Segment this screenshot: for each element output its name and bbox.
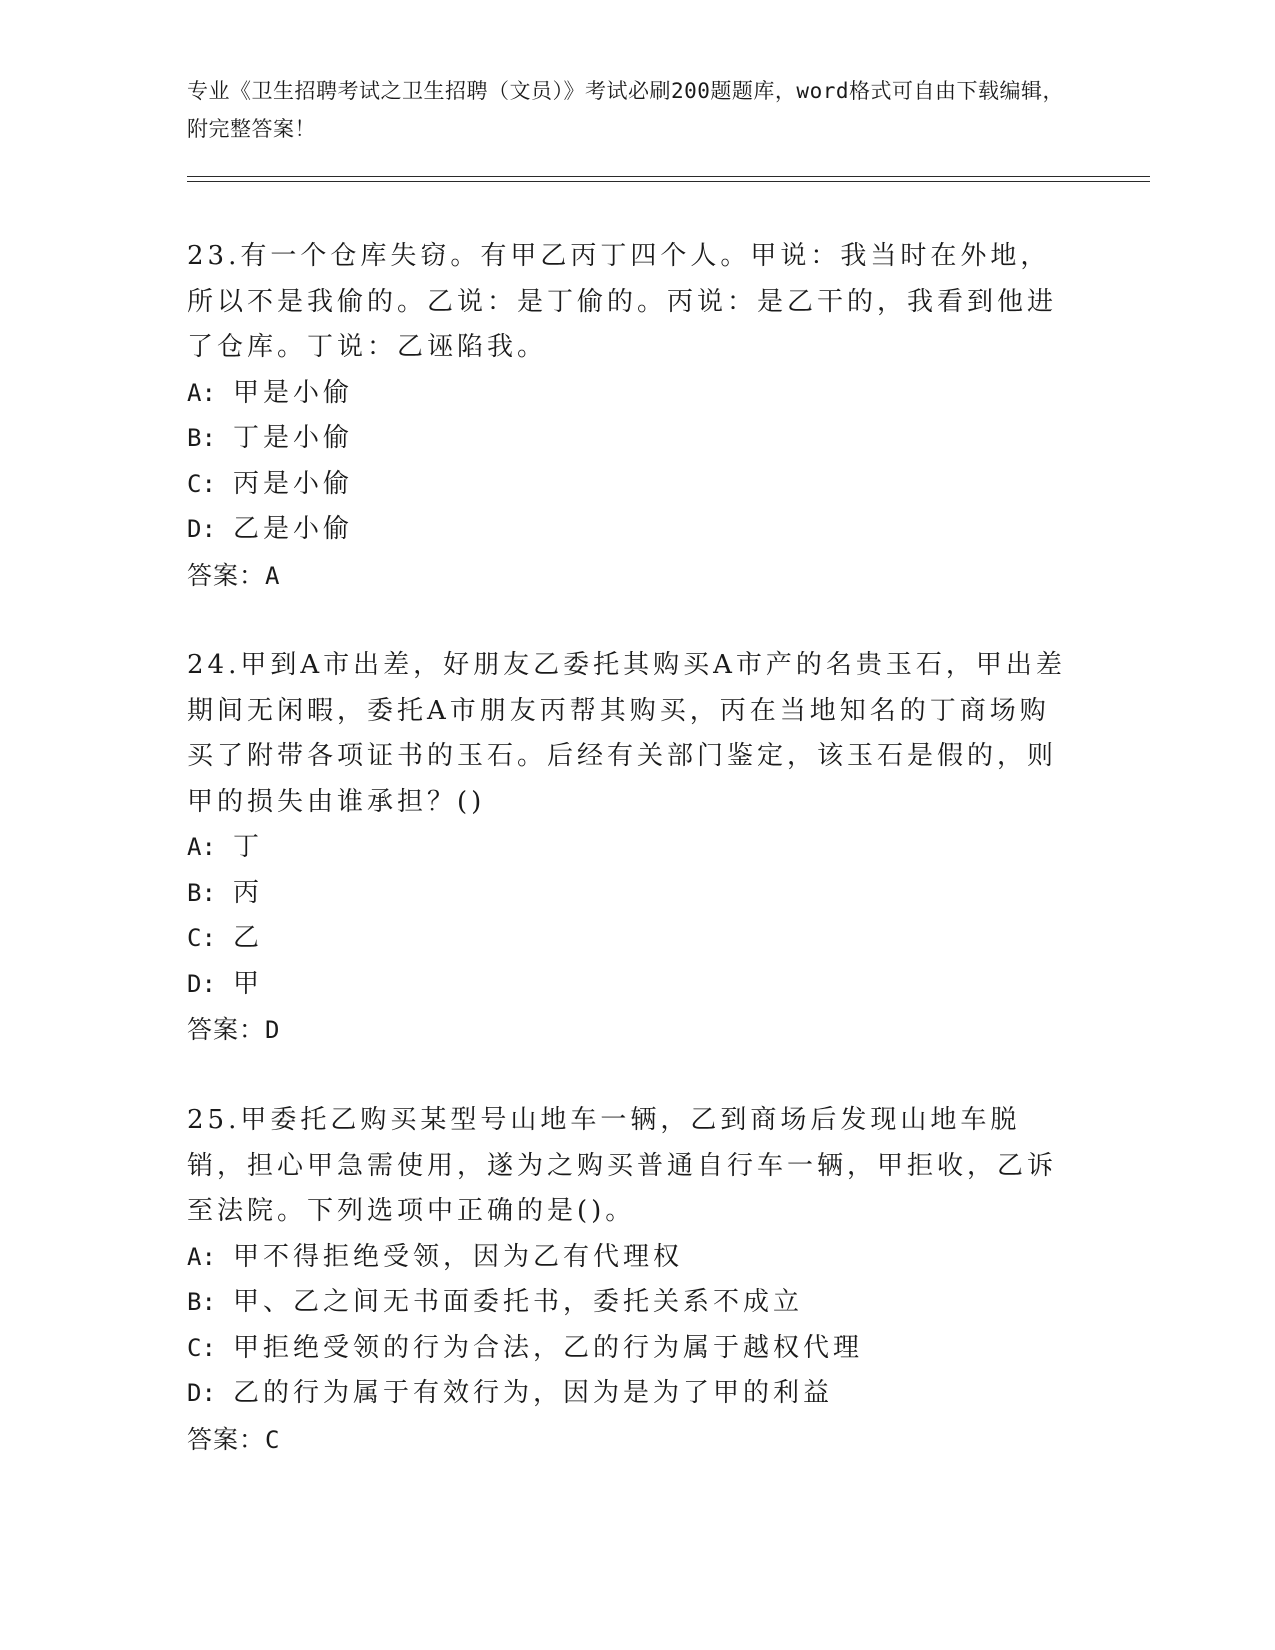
option-text: 丁 [233,832,264,862]
option-letter: D: [187,969,216,998]
option-letter: B: [187,1288,216,1316]
option-a [187,1235,1067,1281]
option-text: 甲 [233,968,264,999]
question-body: 甲委托乙购买某型号山地车一辆，乙到商场后发现山地车脱销，担心甲急需使用，遂为之购买普通自行车一辆，甲拒收，乙诉至法院。下列选项中正确的是()。 [187,1105,1058,1226]
question-number: 25. [187,1105,241,1135]
option-d [187,1371,1067,1417]
option-letter: C: [187,1333,216,1362]
option-a [187,825,1067,871]
option-letter: D: [187,515,216,543]
option-text: 乙的行为属于有效行为，因为是为了甲的利益 [233,1378,834,1408]
document-header [187,72,1067,148]
header-divider-top [187,176,1150,177]
header-divider-bottom [187,181,1150,182]
question-text [187,1098,1067,1235]
option-b [187,1280,1067,1326]
question-25 [187,1098,1067,1462]
question-23 [187,234,1067,598]
option-letter: A: [187,1242,216,1271]
question-number: 23. [187,241,241,271]
option-text: 甲拒绝受领的行为合法，乙的行为属于越权代理 [233,1332,864,1363]
option-d [187,962,1067,1008]
question-body: 有一个仓库失窃。有甲乙丙丁四个人。甲说：我当时在外地，所以不是我偷的。乙说：是丁偷的。丙说：是乙干的，我看到他进了仓库。丁说：乙诬陷我。 [187,241,1058,362]
option-text: 甲是小偷 [233,377,354,408]
option-text: 乙 [233,923,264,953]
option-letter: B: [187,424,216,452]
option-text: 乙是小偷 [233,514,354,544]
answer-line [187,553,1067,599]
option-d [187,507,1067,553]
question-number: 24. [187,650,241,680]
answer-label: 答案： [187,1015,266,1044]
option-letter: C: [187,469,216,498]
option-letter: A: [187,833,216,861]
answer-value: D [265,1016,281,1044]
answer-label: 答案： [187,560,266,590]
option-c [187,462,1067,508]
question-text [187,234,1067,371]
header-text: 专业《卫生招聘考试之卫生招聘（文员）》考试必刷200题题库，word格式可自由下载编辑，附完整答案！ [187,79,1064,141]
option-text: 甲不得拒绝受领，因为乙有代理权 [233,1241,684,1272]
option-text: 丁是小偷 [233,423,354,453]
answer-value: A [265,561,281,590]
answer-line [187,1007,1067,1053]
answer-label: 答案： [187,1424,266,1454]
option-text: 丙 [233,877,264,908]
option-letter: C: [187,924,216,952]
option-c [187,1326,1067,1372]
answer-line [187,1417,1067,1463]
option-b [187,416,1067,462]
option-b [187,871,1067,917]
option-letter: D: [187,1379,216,1407]
option-text: 甲、乙之间无书面委托书，委托关系不成立 [233,1287,804,1317]
option-letter: A: [187,378,216,407]
option-a [187,371,1067,417]
answer-value: C [265,1425,281,1454]
question-text [187,643,1067,825]
question-24 [187,643,1067,1053]
option-letter: B: [187,878,216,907]
question-body: 甲到A市出差，好朋友乙委托其购买A市产的名贵玉石，甲出差期间无闲暇，委托A市朋友丙帮其购买，丙在当地知名的丁商场购买了附带各项证书的玉石。后经有关部门鉴定，该玉石是假的，则甲的损失由谁承担？() [187,650,1066,817]
option-c [187,916,1067,962]
option-text: 丙是小偷 [233,468,354,499]
